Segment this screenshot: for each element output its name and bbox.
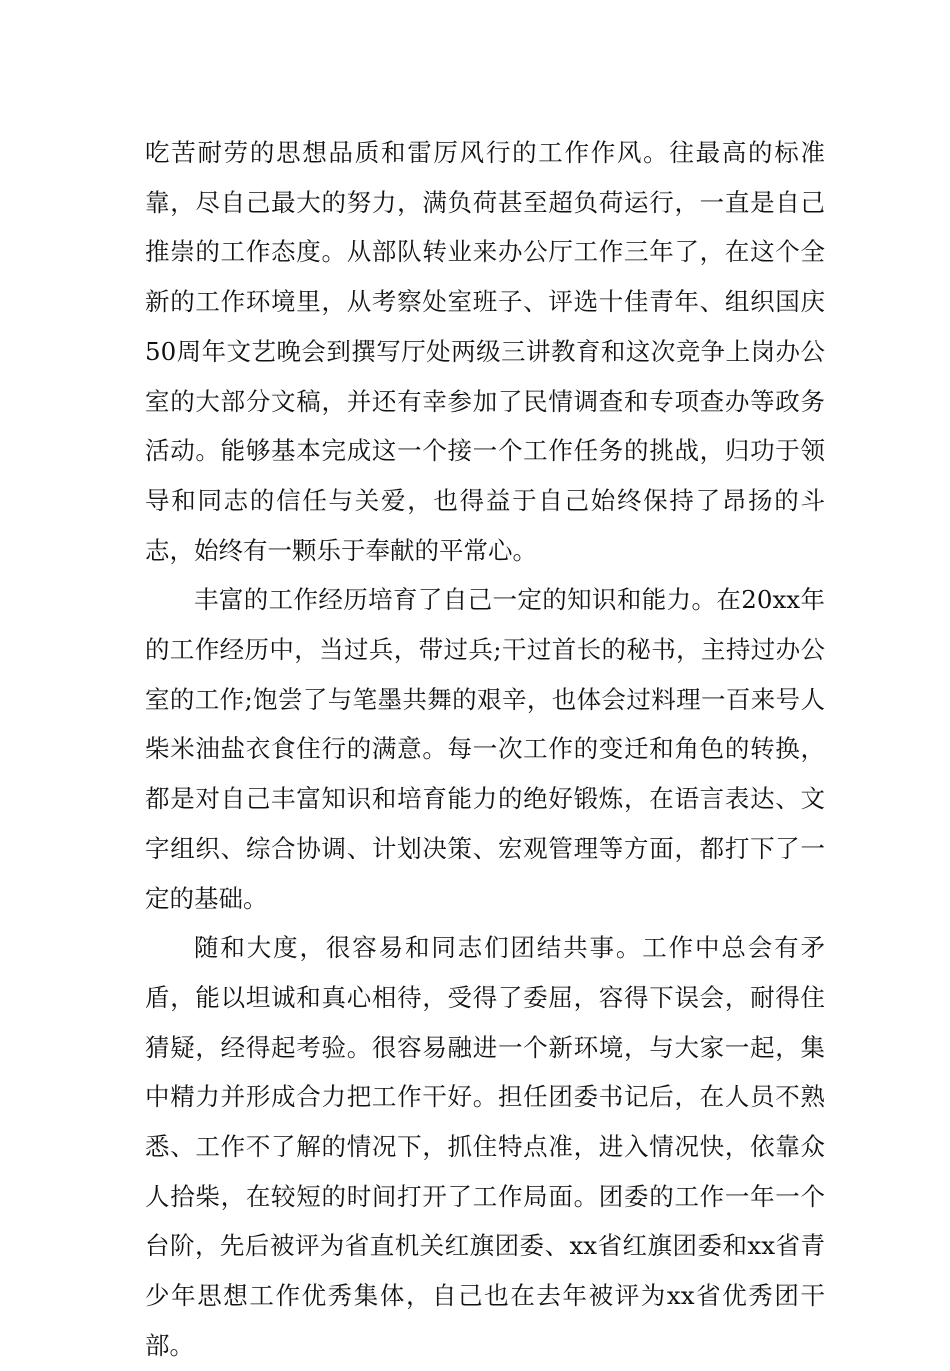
body-text (145, 128, 825, 1371)
paragraph-1: 吃苦耐劳的思想品质和雷厉风行的工作作风。往最高的标准靠，尽自己最大的努力，满负荷甚至超负荷运行，一直是自己推崇的工作态度。从部队转业来办公厅工作三年了，在这个全新的工作环境里，从考察处室班子、评选十佳青年、组织国庆50周年文艺晚会到撰写厅处两级三讲教育和这次竞争上岗办公室的大部分文稿，并还有幸参加了民情调查和专项查办等政务活动。能够基本完成这一个接一个工作任务的挑战，归功于领导和同志的信任与关爱，也得益于自己始终保持了昂扬的斗志，始终有一颗乐于奉献的平常心。 (145, 138, 825, 565)
paragraph-3: 随和大度，很容易和同志们团结共事。工作中总会有矛盾，能以坦诚和真心相待，受得了委屈，容得下误会，耐得住猜疑，经得起考验。很容易融进一个新环境，与大家一起，集中精力并形成合力把工作干好。担任团委书记后，在人员不熟悉、工作不了解的情况下，抓住特点准，进入情况快，依靠众人拾柴，在较短的时间打开了工作局面。团委的工作一年一个台阶，先后被评为省直机关红旗团委、xx省红旗团委和xx省青少年思想工作优秀集体，自己也在去年被评为xx省优秀团干部。 (145, 933, 825, 1360)
paragraph-2: 丰富的工作经历培育了自己一定的知识和能力。在20xx年的工作经历中，当过兵，带过兵;干过首长的秘书，主持过办公室的工作;饱尝了与笔墨共舞的艰辛，也体会过料理一百来号人柴米油盐衣食住行的满意。每一次工作的变迁和角色的转换，都是对自己丰富知识和培育能力的绝好锻炼，在语言表达、文字组织、综合协调、计划决策、宏观管理等方面，都打下了一定的基础。 (145, 585, 825, 913)
